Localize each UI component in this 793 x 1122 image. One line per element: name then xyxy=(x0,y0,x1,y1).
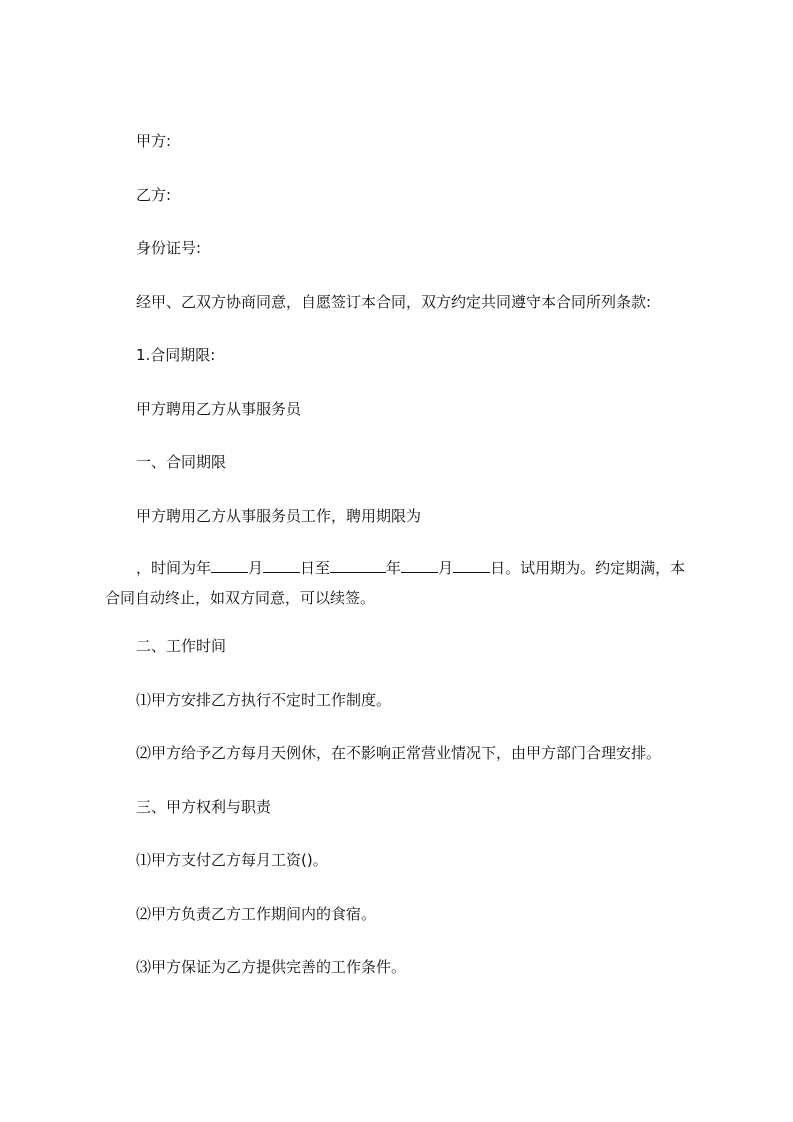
contract-term-paragraph xyxy=(105,553,705,613)
section3-item-2: ⑵甲方负责乙方工作期间内的食宿。 xyxy=(136,905,377,923)
party-a-line: 甲方: xyxy=(136,132,172,150)
term-lead: ，时间为年 xyxy=(136,559,212,577)
contract-term-continuation: 合同自动终止，如双方同意，可以续签。 xyxy=(105,589,376,607)
blank-day-2 xyxy=(453,558,490,573)
blank-month-1 xyxy=(211,558,248,573)
term-year-2: 年 xyxy=(386,559,402,577)
section3-item-3: ⑶甲方保证为乙方提供完善的工作条件。 xyxy=(136,958,407,976)
section2-title: 二、工作时间 xyxy=(136,637,227,655)
section1-text: 甲方聘用乙方从事服务员工作，聘用期限为 xyxy=(136,507,422,525)
blank-day-1 xyxy=(263,558,300,573)
contract-term-line xyxy=(105,553,705,583)
intro-paragraph: 经甲、乙双方协商同意，自愿签订本合同，双方约定共同遵守本合同所列条款: xyxy=(136,293,652,311)
term-month-1: 月 xyxy=(248,559,264,577)
section2-item-2: ⑵甲方给予乙方每月天例休，在不影响正常营业情况下，由甲方部门合理安排。 xyxy=(136,744,662,762)
section1-title: 一、合同期限 xyxy=(136,453,227,471)
item1-title: 1.合同期限: xyxy=(136,346,216,364)
id-number-line: 身份证号: xyxy=(136,239,202,257)
item1-text: 甲方聘用乙方从事服务员 xyxy=(136,400,302,418)
section2-item-1: ⑴甲方安排乙方执行不定时工作制度。 xyxy=(136,691,392,709)
term-day-1: 日至 xyxy=(300,559,331,577)
party-b-line: 乙方: xyxy=(136,186,172,204)
section3-title: 三、甲方权利与职责 xyxy=(136,798,272,816)
term-month-2: 月 xyxy=(438,559,454,577)
blank-month-2 xyxy=(401,558,438,573)
term-day-2: 日。试用期为。约定期满，本 xyxy=(490,559,686,577)
blank-year-2 xyxy=(330,558,386,573)
section3-item-1: ⑴甲方支付乙方每月工资()。 xyxy=(136,851,328,869)
